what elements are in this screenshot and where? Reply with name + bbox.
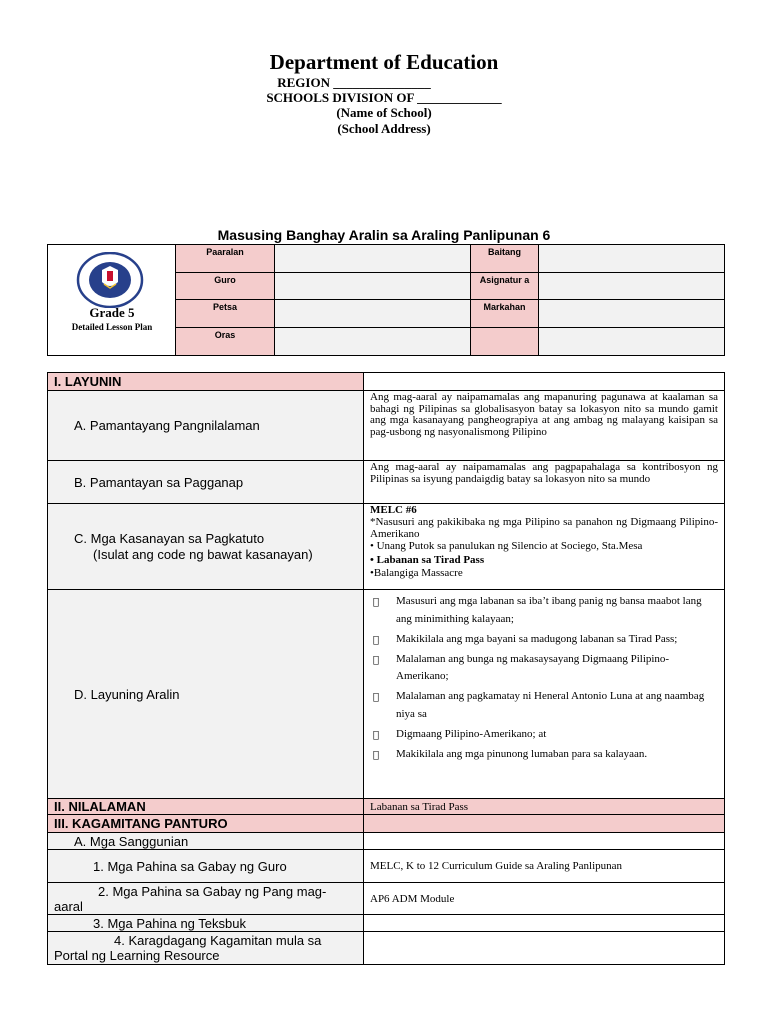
document-title: Masusing Banghay Aralin sa Araling Panlipunan 6: [217, 227, 551, 243]
text-pagganap: Ang mag-aaral ay naipamamalas ang pagpapahalaga sa kontribosyon ng Pilipinas sa isyung pandaigdig batay sa lokasyon nito sa mundo: [364, 461, 724, 503]
row-karagdagang: [48, 932, 724, 964]
label-layuning-aralin: D. Layuning Aralin: [48, 590, 364, 798]
objective-item: Digmaang Pilipino-Amerikano; at: [396, 726, 716, 744]
department-title: Department of Education: [269, 50, 499, 74]
row-sanggunian: [48, 833, 724, 850]
kagamitan-value: [364, 815, 724, 832]
melc-item: •Balangiga Massacre: [370, 566, 463, 579]
section-row-kagamitan: [48, 815, 724, 833]
gabay-magaaral-value: AP6 ADM Module: [364, 883, 724, 914]
section-nilalaman: II. NILALAMAN: [48, 799, 364, 814]
melc-title: MELC #6: [370, 504, 417, 516]
objectives-list: [364, 590, 724, 763]
school-name: (Name of School): [336, 105, 432, 120]
gabay-guro-value: MELC, K to 12 Curriculum Guide sa Araling Panlipunan: [364, 850, 724, 882]
section-row-nilalaman: [48, 799, 724, 815]
section-row-layunin: [48, 373, 724, 391]
row-gabay-magaaral: [48, 883, 724, 915]
text-pamantayang: Ang mag-aaral ay naipamamalas ang mapanuring pagunawa at kaalaman sa bahagi ng Pilipinas sa globalisasyon batay sa lokasyon nito sa mundo gamit ang mga kasanayang pangheograpiya at ang ambag ng malayang kaisipan sa pag-usbong ng nasyonalismong Pilipino: [364, 391, 724, 460]
field-paaralan[interactable]: [275, 245, 471, 273]
karagdagang-line2: Portal ng Learning Resource: [54, 948, 220, 963]
section-layunin-value: [364, 373, 724, 390]
row-pagganap: [48, 461, 724, 504]
objective-item: Masusuri ang mga labanan sa iba’t ibang panig ng bansa maabot lang ang minimithing kalayaan;: [396, 593, 716, 628]
objective-item: Malalaman ang bunga ng makasaysayang Digmaang Pilipino-Amerikano;: [396, 651, 716, 686]
checkbox-icon: [373, 727, 379, 745]
objective-item: Makikilala ang mga bayani sa madugong labanan sa Tirad Pass;: [396, 631, 716, 649]
label-kasanayan: [48, 504, 364, 589]
region-line: REGION _______________: [277, 75, 431, 90]
sanggunian-value: [364, 833, 724, 849]
checkbox-icon: [373, 652, 379, 670]
division-line: SCHOOLS DIVISION OF _____________: [266, 90, 502, 105]
gabay-magaaral-line1: 2. Mga Pahina sa Gabay ng Pang mag-: [98, 883, 327, 899]
label-gabay-guro: 1. Mga Pahina sa Gabay ng Guro: [48, 850, 364, 882]
label-gabay-magaaral: [48, 883, 364, 914]
label-sanggunian: A. Mga Sanggunian: [48, 833, 364, 849]
label-asignatura: Asignatur a: [471, 273, 539, 300]
karagdagang-line1: 4. Karagdagang Kagamitan mula sa: [114, 933, 322, 948]
deped-seal-icon: [74, 252, 146, 308]
label-pagganap: B. Pamantayan sa Pagganap: [48, 461, 364, 503]
field-oras[interactable]: [275, 328, 471, 355]
logo-cell: [48, 245, 176, 355]
label-petsa: Petsa: [176, 300, 275, 328]
label-paaralan: Paaralan: [176, 245, 275, 273]
kasanayan-label-line2: (Isulat ang code ng bawat kasanayan): [93, 546, 313, 562]
row-pamantayang: [48, 391, 724, 461]
gabay-magaaral-line2: aaral: [54, 898, 83, 914]
school-address: (School Address): [337, 121, 431, 136]
karagdagang-value: [364, 932, 724, 964]
field-asignatura[interactable]: [539, 273, 724, 300]
checkbox-icon: [373, 689, 379, 707]
field-markahan[interactable]: [539, 300, 724, 328]
label-teksbuk: 3. Mga Pahina ng Teksbuk: [48, 915, 364, 931]
label-empty: [471, 328, 539, 355]
label-markahan: Markahan: [471, 300, 539, 328]
label-guro: Guro: [176, 273, 275, 300]
section-layunin: I. LAYUNIN: [48, 373, 364, 390]
field-baitang[interactable]: [539, 245, 724, 273]
section-kagamitan: III. KAGAMITANG PANTURO: [48, 815, 364, 832]
label-karagdagang: [48, 932, 364, 964]
checkbox-icon: [373, 594, 379, 612]
checkbox-icon: [373, 747, 379, 765]
teksbuk-value: [364, 915, 724, 931]
nilalaman-value: Labanan sa Tirad Pass: [370, 800, 469, 813]
melc-text: *Nasusuri ang pakikibaka ng mga Pilipino sa panahon ng Digmaang Pilipino-Amerikano: [370, 516, 718, 540]
grade-label: Grade 5: [89, 305, 135, 320]
field-guro[interactable]: [275, 273, 471, 300]
melc-item: • Unang Putok sa panulukan ng Silencio at Sociego, Sta.Mesa: [370, 540, 643, 553]
row-gabay-guro: [48, 850, 724, 883]
kasanayan-label-line1: C. Mga Kasanayan sa Pagkatuto: [74, 530, 265, 546]
row-kasanayan: [48, 504, 724, 590]
melc-content: [364, 504, 724, 589]
field-empty[interactable]: [539, 328, 724, 355]
field-petsa[interactable]: [275, 300, 471, 328]
row-teksbuk: [48, 915, 724, 932]
objectives-cell: [364, 590, 724, 798]
label-baitang: Baitang: [471, 245, 539, 273]
lesson-plan-table: [47, 372, 725, 965]
label-oras: Oras: [176, 328, 275, 355]
label-pamantayang: A. Pamantayang Pangnilalaman: [48, 391, 364, 460]
objective-item: Malalaman ang pagkamatay ni Heneral Antonio Luna at ang naambag niya sa: [396, 688, 716, 723]
grade-sublabel: Detailed Lesson Plan: [71, 322, 153, 332]
row-layuning-aralin: [48, 590, 724, 799]
info-table: [47, 244, 725, 356]
objective-item: Makikilala ang mga pinunong lumaban para sa kalayaan.: [396, 746, 716, 764]
checkbox-icon: [373, 632, 379, 650]
melc-item: • Labanan sa Tirad Pass: [370, 553, 485, 566]
